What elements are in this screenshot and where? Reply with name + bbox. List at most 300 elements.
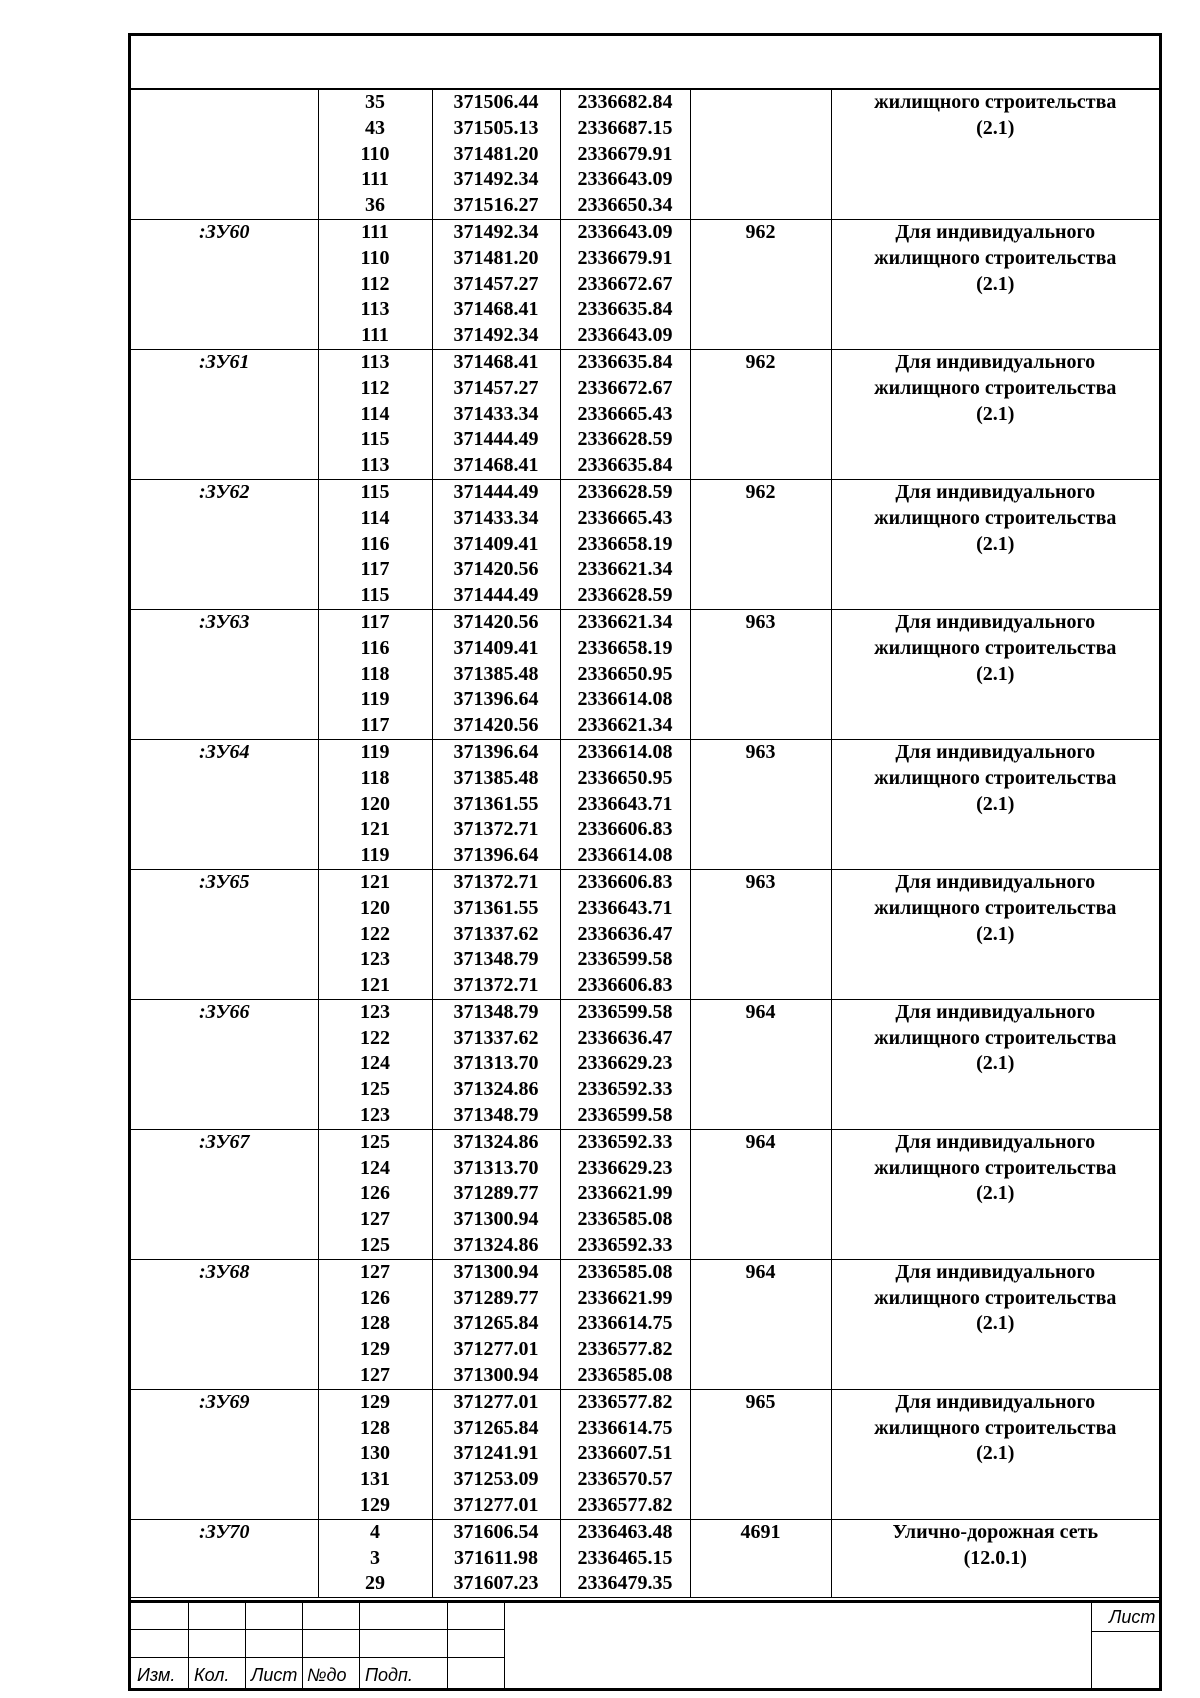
permitted-use-line: (2.1) — [976, 402, 1015, 425]
point-number: 123 — [360, 948, 390, 971]
y-coordinate: 2336585.08 — [577, 1364, 673, 1387]
y-coordinate: 2336679.91 — [577, 246, 673, 269]
parcel-name: :ЗУ68 — [199, 1260, 250, 1283]
permitted-use-line: жилищного строительства — [874, 1026, 1117, 1049]
x-coordinate: 371289.77 — [453, 1182, 539, 1205]
stamp-label-list: Лист — [251, 1665, 298, 1685]
x-coordinate: 371444.49 — [453, 480, 539, 503]
parcel-name: :ЗУ62 — [199, 480, 250, 503]
x-coordinate: 371420.56 — [453, 610, 539, 633]
point-number: 119 — [360, 688, 390, 711]
stamp-col-line — [359, 1603, 360, 1688]
permitted-use-line: Для индивидуального — [895, 1390, 1096, 1413]
point-number-cell — [318, 1389, 432, 1519]
y-coordinate-cell — [560, 349, 690, 479]
y-coordinate: 2336635.84 — [577, 298, 673, 321]
y-coordinate-cell — [560, 479, 690, 609]
x-coordinate: 371385.48 — [453, 662, 539, 685]
stamp-col-line — [245, 1603, 246, 1688]
x-coordinate: 371481.20 — [453, 142, 539, 165]
point-number: 4 — [370, 1520, 380, 1543]
y-coordinate-cell — [560, 219, 690, 349]
y-coordinate: 2336650.95 — [577, 766, 673, 789]
point-number: 121 — [360, 870, 390, 893]
point-number: 110 — [360, 246, 390, 269]
y-coordinate: 2336636.47 — [577, 922, 673, 945]
point-number: 123 — [360, 1000, 390, 1023]
area-cell — [690, 1129, 831, 1259]
point-number: 126 — [360, 1286, 390, 1309]
stamp-sheet-line — [1091, 1631, 1162, 1632]
area-cell — [690, 609, 831, 739]
y-coordinate: 2336658.19 — [577, 532, 673, 555]
permitted-use-cell — [831, 219, 1159, 349]
point-number: 128 — [360, 1312, 390, 1335]
x-coordinate: 371348.79 — [453, 948, 539, 971]
x-coordinate-cell — [432, 609, 560, 739]
y-coordinate: 2336650.34 — [577, 194, 673, 217]
point-number: 43 — [365, 116, 385, 139]
point-number: 3 — [370, 1546, 380, 1569]
x-coordinate-cell — [432, 1519, 560, 1597]
point-number: 123 — [360, 1104, 390, 1127]
point-number-cell — [318, 479, 432, 609]
point-number-cell — [318, 1259, 432, 1389]
x-coordinate: 371300.94 — [453, 1364, 539, 1387]
x-coordinate: 371385.48 — [453, 766, 539, 789]
point-number: 117 — [360, 558, 390, 581]
point-number: 119 — [360, 844, 390, 867]
y-coordinate: 2336606.83 — [577, 974, 673, 997]
point-number: 113 — [360, 298, 390, 321]
x-coordinate: 371324.86 — [453, 1234, 539, 1257]
y-coordinate: 2336465.15 — [577, 1546, 673, 1569]
stamp-col-line — [1091, 1603, 1092, 1688]
y-coordinate: 2336585.08 — [577, 1208, 673, 1231]
x-coordinate: 371444.49 — [453, 428, 539, 451]
y-coordinate: 2336635.84 — [577, 454, 673, 477]
x-coordinate: 371277.01 — [453, 1390, 539, 1413]
permitted-use-line: жилищного строительства — [874, 896, 1117, 919]
x-coordinate: 371337.62 — [453, 1026, 539, 1049]
parcel-row — [131, 869, 1159, 999]
x-coordinate: 371324.86 — [453, 1130, 539, 1153]
parcel-row — [131, 479, 1159, 609]
point-number: 115 — [360, 584, 390, 607]
point-number: 115 — [360, 428, 390, 451]
point-number: 115 — [360, 480, 390, 503]
point-number: 125 — [360, 1130, 390, 1153]
parcel-row — [131, 999, 1159, 1129]
y-coordinate: 2336628.59 — [577, 584, 673, 607]
x-coordinate: 371313.70 — [453, 1156, 539, 1179]
parcel-area: 4691 — [740, 1520, 781, 1543]
point-number: 129 — [360, 1338, 390, 1361]
parcel-row — [131, 609, 1159, 739]
header-strip — [131, 36, 1159, 90]
point-number: 120 — [360, 896, 390, 919]
permitted-use-line: жилищного строительства — [874, 1286, 1117, 1309]
parcel-row — [131, 739, 1159, 869]
point-number-cell — [318, 869, 432, 999]
point-number: 116 — [360, 532, 390, 555]
y-coordinate: 2336621.34 — [577, 610, 673, 633]
point-number: 35 — [365, 91, 385, 113]
permitted-use-line: (2.1) — [976, 1442, 1015, 1465]
x-coordinate: 371444.49 — [453, 584, 539, 607]
area-cell — [690, 479, 831, 609]
x-coordinate: 371420.56 — [453, 558, 539, 581]
point-number: 120 — [360, 792, 390, 815]
permitted-use-line: Для индивидуального — [895, 480, 1096, 503]
parcel-area: 963 — [745, 610, 776, 633]
parcel-area — [691, 90, 831, 116]
y-coordinate: 2336479.35 — [577, 1572, 673, 1595]
stamp-label-ndoc: №до — [307, 1665, 347, 1685]
permitted-use-line: (12.0.1) — [963, 1546, 1027, 1569]
permitted-use-line: Для индивидуального — [895, 220, 1096, 243]
parcel-area: 963 — [745, 870, 776, 893]
parcel-name: :ЗУ67 — [199, 1130, 250, 1153]
stamp-label-izm: Изм. — [137, 1665, 176, 1685]
point-number: 127 — [360, 1208, 390, 1231]
x-coordinate: 371457.27 — [453, 272, 539, 295]
point-number: 131 — [360, 1468, 390, 1491]
permitted-use-line: Для индивидуального — [895, 1130, 1096, 1153]
y-coordinate: 2336577.82 — [577, 1338, 673, 1361]
parcel-area: 962 — [745, 220, 776, 243]
area-cell — [690, 349, 831, 479]
y-coordinate: 2336679.91 — [577, 142, 673, 165]
x-coordinate: 371607.23 — [453, 1572, 539, 1595]
parcel-row — [131, 1259, 1159, 1389]
permitted-use-cell — [831, 1259, 1159, 1389]
point-number: 116 — [360, 636, 390, 659]
coordinates-table — [131, 90, 1159, 1598]
point-number: 121 — [360, 974, 390, 997]
y-coordinate: 2336463.48 — [577, 1520, 673, 1543]
point-number: 117 — [360, 714, 390, 737]
area-cell — [690, 1389, 831, 1519]
point-number: 124 — [360, 1156, 390, 1179]
y-coordinate: 2336606.83 — [577, 870, 673, 893]
y-coordinate: 2336621.99 — [577, 1286, 673, 1309]
permitted-use-cell — [831, 739, 1159, 869]
x-coordinate: 371481.20 — [453, 246, 539, 269]
parcel-name-cell — [131, 479, 318, 609]
y-coordinate: 2336614.75 — [577, 1416, 673, 1439]
x-coordinate: 371468.41 — [453, 350, 539, 373]
y-coordinate: 2336621.34 — [577, 558, 673, 581]
parcel-name-cell — [131, 219, 318, 349]
stamp-label-kol: Кол. — [194, 1665, 230, 1685]
permitted-use-line: Для индивидуального — [895, 870, 1096, 893]
y-coordinate: 2336585.08 — [577, 1260, 673, 1283]
point-number-cell — [318, 1129, 432, 1259]
point-number-cell — [318, 1519, 432, 1597]
x-coordinate: 371433.34 — [453, 506, 539, 529]
parcel-area: 962 — [745, 480, 776, 503]
coordinates-table-area — [131, 90, 1159, 1598]
permitted-use-line: жилищного строительства — [874, 1156, 1117, 1179]
x-coordinate: 371300.94 — [453, 1260, 539, 1283]
point-number: 36 — [365, 194, 385, 217]
permitted-use-line: (2.1) — [976, 1182, 1015, 1205]
point-number: 110 — [360, 142, 390, 165]
y-coordinate: 2336570.57 — [577, 1468, 673, 1491]
parcel-name-cell — [131, 90, 318, 219]
point-number: 113 — [360, 350, 390, 373]
parcel-row — [131, 349, 1159, 479]
point-number: 119 — [360, 740, 390, 763]
parcel-name: :ЗУ63 — [199, 610, 250, 633]
permitted-use-line: (2.1) — [976, 1052, 1015, 1075]
x-coordinate: 371372.71 — [453, 974, 539, 997]
parcel-name — [131, 90, 318, 116]
permitted-use-line: (2.1) — [976, 792, 1015, 815]
stamp-col-line — [504, 1603, 505, 1688]
x-coordinate: 371505.13 — [453, 116, 539, 139]
parcel-area: 964 — [745, 1260, 776, 1283]
x-coordinate: 371348.79 — [453, 1104, 539, 1127]
parcel-name-cell — [131, 869, 318, 999]
x-coordinate-cell — [432, 739, 560, 869]
x-coordinate-cell — [432, 219, 560, 349]
y-coordinate: 2336672.67 — [577, 272, 673, 295]
y-coordinate-cell — [560, 999, 690, 1129]
parcel-name-cell — [131, 1129, 318, 1259]
area-cell — [690, 90, 831, 219]
drawing-sheet — [128, 33, 1162, 1691]
parcel-name-cell — [131, 349, 318, 479]
y-coordinate: 2336599.58 — [577, 948, 673, 971]
y-coordinate: 2336682.84 — [577, 91, 673, 113]
permitted-use-cell — [831, 999, 1159, 1129]
x-coordinate: 371506.44 — [453, 91, 539, 113]
permitted-use-cell — [831, 609, 1159, 739]
y-coordinate: 2336614.08 — [577, 844, 673, 867]
x-coordinate: 371313.70 — [453, 1052, 539, 1075]
point-number: 127 — [360, 1260, 390, 1283]
point-number: 112 — [360, 376, 390, 399]
permitted-use-line: Для индивидуального — [895, 740, 1096, 763]
point-number: 122 — [360, 922, 390, 945]
parcel-name-cell — [131, 999, 318, 1129]
x-coordinate-cell — [432, 999, 560, 1129]
stamp-col-line — [188, 1603, 189, 1688]
parcel-area: 962 — [745, 350, 776, 373]
permitted-use-line: Для индивидуального — [895, 1000, 1096, 1023]
x-coordinate-cell — [432, 479, 560, 609]
stamp-sheet-label: Лист — [1109, 1607, 1156, 1627]
permitted-use-line: Улично-дорожная сеть — [892, 1520, 1099, 1543]
parcel-name-cell — [131, 1259, 318, 1389]
stamp-col-line — [302, 1603, 303, 1688]
permitted-use-cell — [831, 479, 1159, 609]
point-number: 111 — [361, 220, 389, 243]
point-number: 124 — [360, 1052, 390, 1075]
x-coordinate: 371420.56 — [453, 714, 539, 737]
point-number: 121 — [360, 818, 390, 841]
point-number: 111 — [361, 168, 389, 191]
y-coordinate: 2336687.15 — [577, 116, 673, 139]
parcel-area: 965 — [745, 1390, 776, 1413]
point-number: 129 — [360, 1494, 390, 1517]
y-coordinate-cell — [560, 1129, 690, 1259]
area-cell — [690, 1519, 831, 1597]
permitted-use-cell — [831, 90, 1159, 219]
parcel-row — [131, 90, 1159, 219]
y-coordinate: 2336628.59 — [577, 428, 673, 451]
point-number-cell — [318, 349, 432, 479]
y-coordinate: 2336635.84 — [577, 350, 673, 373]
area-cell — [690, 219, 831, 349]
y-coordinate: 2336599.58 — [577, 1000, 673, 1023]
point-number-cell — [318, 90, 432, 219]
x-coordinate: 371492.34 — [453, 220, 539, 243]
point-number: 112 — [360, 272, 390, 295]
point-number: 114 — [360, 402, 390, 425]
y-coordinate: 2336614.08 — [577, 740, 673, 763]
x-coordinate: 371241.91 — [453, 1442, 539, 1465]
y-coordinate: 2336599.58 — [577, 1104, 673, 1127]
y-coordinate: 2336665.43 — [577, 402, 673, 425]
y-coordinate: 2336672.67 — [577, 376, 673, 399]
x-coordinate: 371396.64 — [453, 844, 539, 867]
point-number: 118 — [360, 766, 390, 789]
point-number: 125 — [360, 1234, 390, 1257]
x-coordinate: 371337.62 — [453, 922, 539, 945]
y-coordinate: 2336643.71 — [577, 896, 673, 919]
x-coordinate: 371433.34 — [453, 402, 539, 425]
area-cell — [690, 999, 831, 1129]
permitted-use-line: жилищного строительства — [874, 506, 1117, 529]
x-coordinate: 371253.09 — [453, 1468, 539, 1491]
parcel-row — [131, 219, 1159, 349]
x-coordinate: 371277.01 — [453, 1494, 539, 1517]
y-coordinate: 2336628.59 — [577, 480, 673, 503]
y-coordinate: 2336665.43 — [577, 506, 673, 529]
permitted-use-line: Для индивидуального — [895, 610, 1096, 633]
area-cell — [690, 869, 831, 999]
permitted-use-line: Для индивидуального — [895, 1260, 1096, 1283]
parcel-row — [131, 1519, 1159, 1597]
x-coordinate: 371409.41 — [453, 636, 539, 659]
x-coordinate-cell — [432, 349, 560, 479]
point-number: 111 — [361, 324, 389, 347]
permitted-use-line: жилищного строительства — [874, 766, 1117, 789]
y-coordinate: 2336592.33 — [577, 1234, 673, 1257]
x-coordinate: 371265.84 — [453, 1312, 539, 1335]
title-block — [131, 1600, 1159, 1688]
y-coordinate: 2336592.33 — [577, 1078, 673, 1101]
x-coordinate-cell — [432, 1259, 560, 1389]
point-number-cell — [318, 999, 432, 1129]
permitted-use-line: жилищного строительства — [874, 91, 1117, 113]
permitted-use-cell — [831, 1389, 1159, 1519]
x-coordinate: 371611.98 — [454, 1546, 538, 1569]
point-number: 125 — [360, 1078, 390, 1101]
x-coordinate: 371372.71 — [453, 870, 539, 893]
y-coordinate: 2336614.75 — [577, 1312, 673, 1335]
x-coordinate: 371457.27 — [453, 376, 539, 399]
permitted-use-line: (2.1) — [976, 116, 1015, 139]
parcel-area: 963 — [745, 740, 776, 763]
point-number-cell — [318, 609, 432, 739]
x-coordinate: 371396.64 — [453, 740, 539, 763]
x-coordinate: 371348.79 — [453, 1000, 539, 1023]
y-coordinate: 2336636.47 — [577, 1026, 673, 1049]
point-number: 128 — [360, 1416, 390, 1439]
y-coordinate: 2336658.19 — [577, 636, 673, 659]
point-number: 117 — [360, 610, 390, 633]
point-number-cell — [318, 739, 432, 869]
permitted-use-line: (2.1) — [976, 532, 1015, 555]
y-coordinate: 2336629.23 — [577, 1156, 673, 1179]
permitted-use-line: жилищного строительства — [874, 246, 1117, 269]
permitted-use-cell — [831, 349, 1159, 479]
point-number: 113 — [360, 454, 390, 477]
y-coordinate: 2336592.33 — [577, 1130, 673, 1153]
parcel-name-cell — [131, 1519, 318, 1597]
permitted-use-cell — [831, 869, 1159, 999]
parcel-area: 964 — [745, 1130, 776, 1153]
y-coordinate: 2336614.08 — [577, 688, 673, 711]
y-coordinate-cell — [560, 90, 690, 219]
x-coordinate: 371396.64 — [453, 688, 539, 711]
y-coordinate: 2336643.09 — [577, 220, 673, 243]
parcel-name-cell — [131, 609, 318, 739]
parcel-name: :ЗУ61 — [199, 350, 250, 373]
point-number: 130 — [360, 1442, 390, 1465]
permitted-use-line: жилищного строительства — [874, 376, 1117, 399]
x-coordinate: 371300.94 — [453, 1208, 539, 1231]
area-cell — [690, 739, 831, 869]
permitted-use-line: (2.1) — [976, 922, 1015, 945]
parcel-row — [131, 1389, 1159, 1519]
parcel-name: :ЗУ66 — [199, 1000, 250, 1023]
point-number: 29 — [365, 1572, 385, 1595]
area-cell — [690, 1259, 831, 1389]
parcel-name: :ЗУ70 — [199, 1520, 250, 1543]
y-coordinate: 2336621.99 — [577, 1182, 673, 1205]
x-coordinate: 371516.27 — [453, 194, 539, 217]
stamp-col-line — [447, 1603, 448, 1688]
parcel-name: :ЗУ64 — [199, 740, 250, 763]
x-coordinate-cell — [432, 1129, 560, 1259]
y-coordinate-cell — [560, 609, 690, 739]
stamp-label-podp: Подп. — [365, 1665, 413, 1685]
permitted-use-line: (2.1) — [976, 662, 1015, 685]
point-number: 129 — [360, 1390, 390, 1413]
y-coordinate: 2336607.51 — [577, 1442, 673, 1465]
y-coordinate: 2336629.23 — [577, 1052, 673, 1075]
point-number-cell — [318, 219, 432, 349]
parcel-area: 964 — [745, 1000, 776, 1023]
y-coordinate-cell — [560, 1389, 690, 1519]
y-coordinate: 2336650.95 — [577, 662, 673, 685]
permitted-use-line: Для индивидуального — [895, 350, 1096, 373]
y-coordinate: 2336577.82 — [577, 1390, 673, 1413]
permitted-use-cell — [831, 1519, 1159, 1597]
coordinates-table-body — [131, 90, 1159, 1598]
y-coordinate: 2336643.71 — [577, 792, 673, 815]
permitted-use-line: (2.1) — [976, 272, 1015, 295]
x-coordinate: 371361.55 — [453, 896, 539, 919]
x-coordinate: 371492.34 — [453, 324, 539, 347]
x-coordinate: 371324.86 — [453, 1078, 539, 1101]
parcel-name: :ЗУ60 — [199, 220, 250, 243]
